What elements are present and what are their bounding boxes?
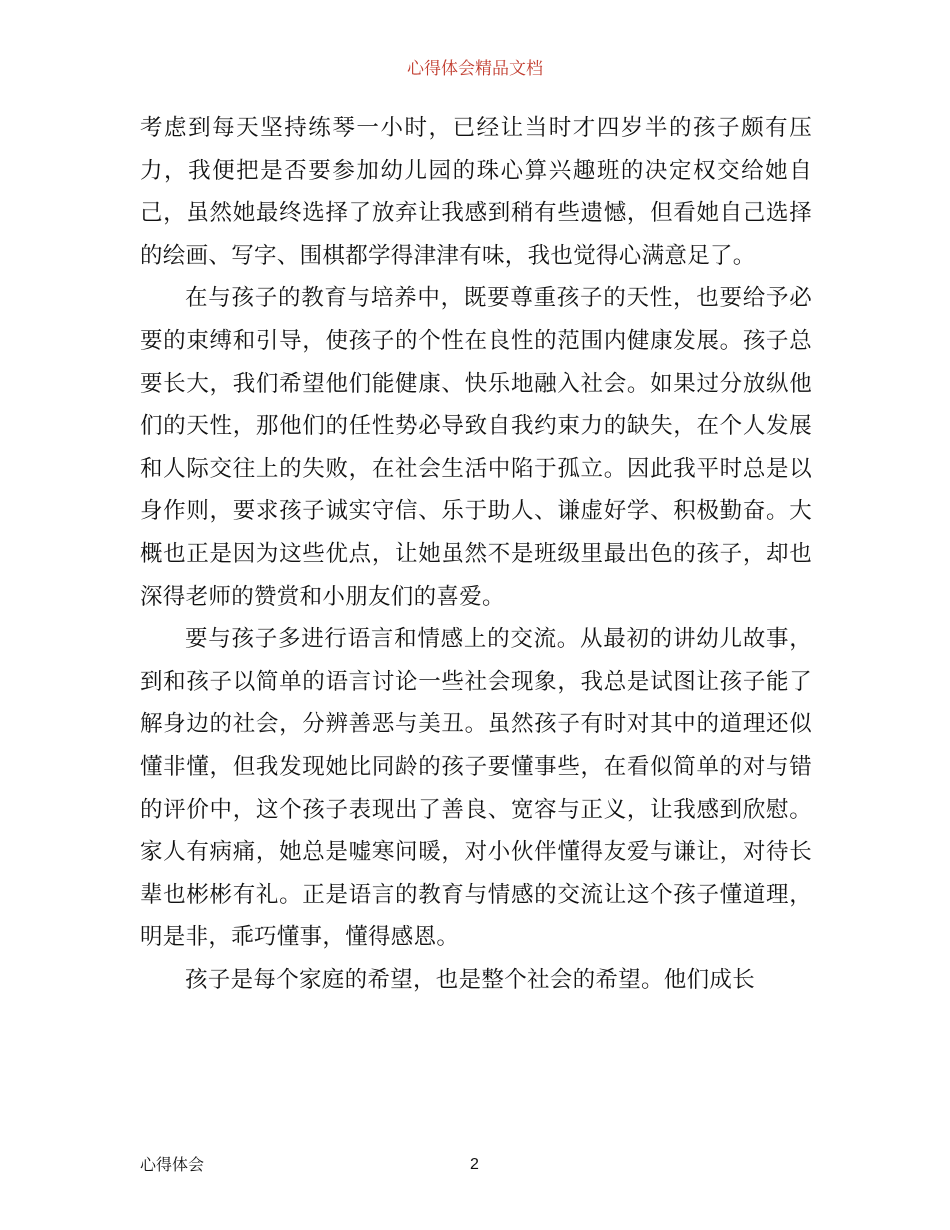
paragraph-truncated: 孩子是每个家庭的希望，也是整个社会的希望。他们成长 [185, 966, 756, 993]
page-footer [140, 1153, 812, 1177]
page-number: 2 [470, 1156, 479, 1173]
paragraph: 要与孩子多进行语言和情感上的交流。从最初的讲幼儿故事，到和孩子以简单的语言讨论一些社会现象，我总是试图让孩子能了解身边的社会，分辨善恶与美丑。虽然孩子有时对其中的道理还似懂非懂，但我发现她比同龄的孩子要懂事些，在看似简单的对与错的评价中，这个孩子表现出了善良、宽容与正义，让我感到欣慰。家人有病痛，她总是嘘寒问暖，对小伙伴懂得友爱与谦让，对待长辈也彬彬有礼。正是语言的教育与情感的交流让这个孩子懂道理，明是非，乖巧懂事，懂得感恩。 [140, 626, 812, 951]
paragraph-continued: 考虑到每天坚持练琴一小时，已经让当时才四岁半的孩子颇有压力，我便把是否要参加幼儿园的珠心算兴趣班的决定权交给她自己，虽然她最终选择了放弃让我感到稍有些遗憾，但看她自己选择的绘画、写字、围棋都学得津津有味，我也觉得心满意足了。 [140, 115, 812, 269]
paragraph: 在与孩子的教育与培养中，既要尊重孩子的天性，也要给予必要的束缚和引导，使孩子的个性在良性的范围内健康发展。孩子总要长大，我们希望他们能健康、快乐地融入社会。如果过分放纵他们的天性，那他们的任性势必导致自我约束力的缺失，在个人发展和人际交往上的失败，在社会生活中陷于孤立。因此我平时总是以身作则，要求孩子诚实守信、乐于助人、谦虚好学、积极勤奋。大概也正是因为这些优点，让她虽然不是班级里最出色的孩子，却也深得老师的赞赏和小朋友们的喜爱。 [140, 285, 812, 610]
document-body [140, 107, 812, 1001]
page-header-title: 心得体会精品文档 [407, 59, 543, 79]
footer-label: 心得体会 [140, 1155, 205, 1174]
